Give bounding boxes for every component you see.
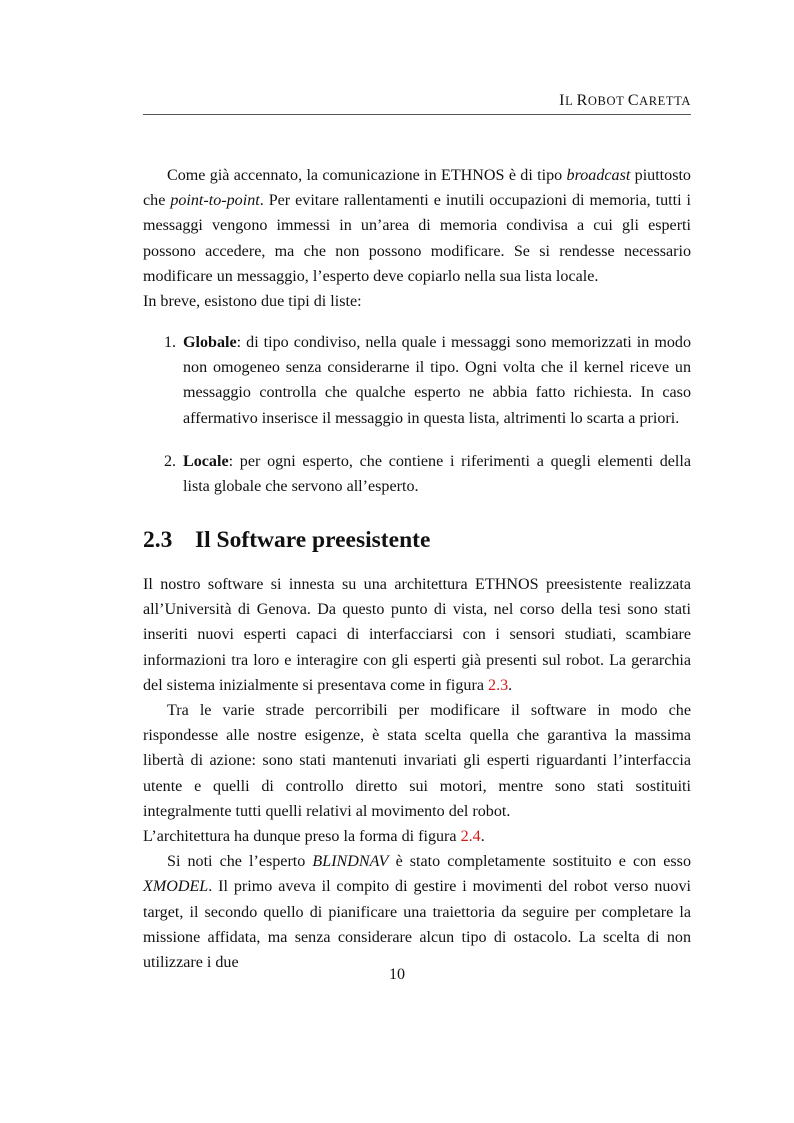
body-block <box>143 572 691 975</box>
text-run: . Il primo aveva il compito di gestire i movimenti del robot verso nuovi target, il secondo quello di pianificare una traiettoria da seguire per completare la missione affidata, ma senza considerare alcun tipo di ostacolo. La scelta di non utilizzare i due <box>143 878 691 972</box>
intro-paragraph <box>143 163 691 289</box>
figure-reference-link[interactable]: 2.3 <box>488 676 509 694</box>
figure-reference-link[interactable]: 2.4 <box>460 828 481 846</box>
body-paragraph <box>143 698 691 824</box>
running-title-part: OBOT <box>587 94 628 108</box>
text-run: è stato completamente sostituito e con esso <box>388 853 691 871</box>
running-title-part: I <box>559 92 566 109</box>
list-item-term: Locale <box>183 452 229 470</box>
emphasis-text: point-to-point <box>170 192 260 210</box>
list-item-body: : di tipo condiviso, nella quale i messaggi sono memorizzati in modo non omogeneo senza considerarne il tipo. Ogni volta che il kernel riceve un messaggio controlla che qualche esperto ne abbia fatto richiesta. In caso affermativo inserisce il messaggio in questa lista, altrimenti lo scarta a priori. <box>183 334 691 427</box>
text-run: . <box>508 676 513 694</box>
body-paragraph <box>143 849 691 975</box>
running-header <box>143 92 691 110</box>
list-item <box>143 330 691 431</box>
text-run: . <box>480 828 485 846</box>
list-types <box>143 330 691 499</box>
text-run: Come già accennato, la comunicazione in ETHNOS è di tipo <box>167 167 567 184</box>
emphasis-text: broadcast <box>566 167 631 184</box>
list-item-term: Globale <box>183 334 237 351</box>
list-item <box>143 449 691 499</box>
running-title-part: ARETTA <box>639 94 691 108</box>
intro-block <box>143 163 691 314</box>
page-number: 10 <box>388 966 406 983</box>
running-title-part: R <box>576 92 588 109</box>
body-paragraph <box>143 824 691 849</box>
section-number: 2.3 <box>143 527 173 553</box>
intro-lead: In breve, esistono due tipi di liste: <box>143 293 362 311</box>
text-run: piuttosto che <box>143 167 691 210</box>
section-title: Il Software preesistente <box>195 527 431 553</box>
text-run: Si noti che l’esperto <box>167 853 313 871</box>
text-run: . Per evitare rallentamenti e inutili occupazioni di memoria, tutti i messaggi vengono immessi in un’area di memoria condivisa a cui gli esperti possono accedere, ma che non possono modificare. Se si rendesse necessario modificare un messaggio, l’esperto deve copiarlo nella sua lista locale. <box>143 192 692 285</box>
section-heading <box>143 527 430 554</box>
emphasis-text: BLINDNAV <box>312 853 389 871</box>
text-run: Tra le varie strade percorribili per modificare il software in modo che rispondesse alle nostre esigenze, è stata scelta quella che garantiva la massima libertà di azione: sono stati mantenuti invariati gli esperti riguardanti l’interfaccia utente e quelli di controllo diretto sui motori, mentre sono stati sostituiti integralmente tutti quelli relativi al movimento del robot. <box>143 702 691 820</box>
header-rule <box>143 114 691 115</box>
list-item-number: 2. <box>164 452 177 470</box>
running-title-part: C <box>627 92 640 109</box>
text-run: Il nostro software si innesta su una architettura ETHNOS preesistente realizzata all’Università di Genova. Da questo punto di vista, nel corso della tesi sono stati inseriti nuovi esperti capaci di interfacciarsi con i sensori studiati, scambiare informazioni tra loro e interagire con gli esperti già presenti sul robot. La gerarchia del sistema inizialmente si presentava come in figura <box>143 576 691 694</box>
emphasis-text: XMODEL <box>143 878 209 896</box>
list-item-number: 1. <box>164 334 177 351</box>
list-item-body: : per ogni esperto, che contiene i riferimenti a quegli elementi della lista globale che servono all’esperto. <box>183 452 691 496</box>
body-paragraph <box>143 572 691 698</box>
text-run: L’architettura ha dunque preso la forma di figura <box>143 828 461 846</box>
running-title-part: L <box>565 94 577 108</box>
